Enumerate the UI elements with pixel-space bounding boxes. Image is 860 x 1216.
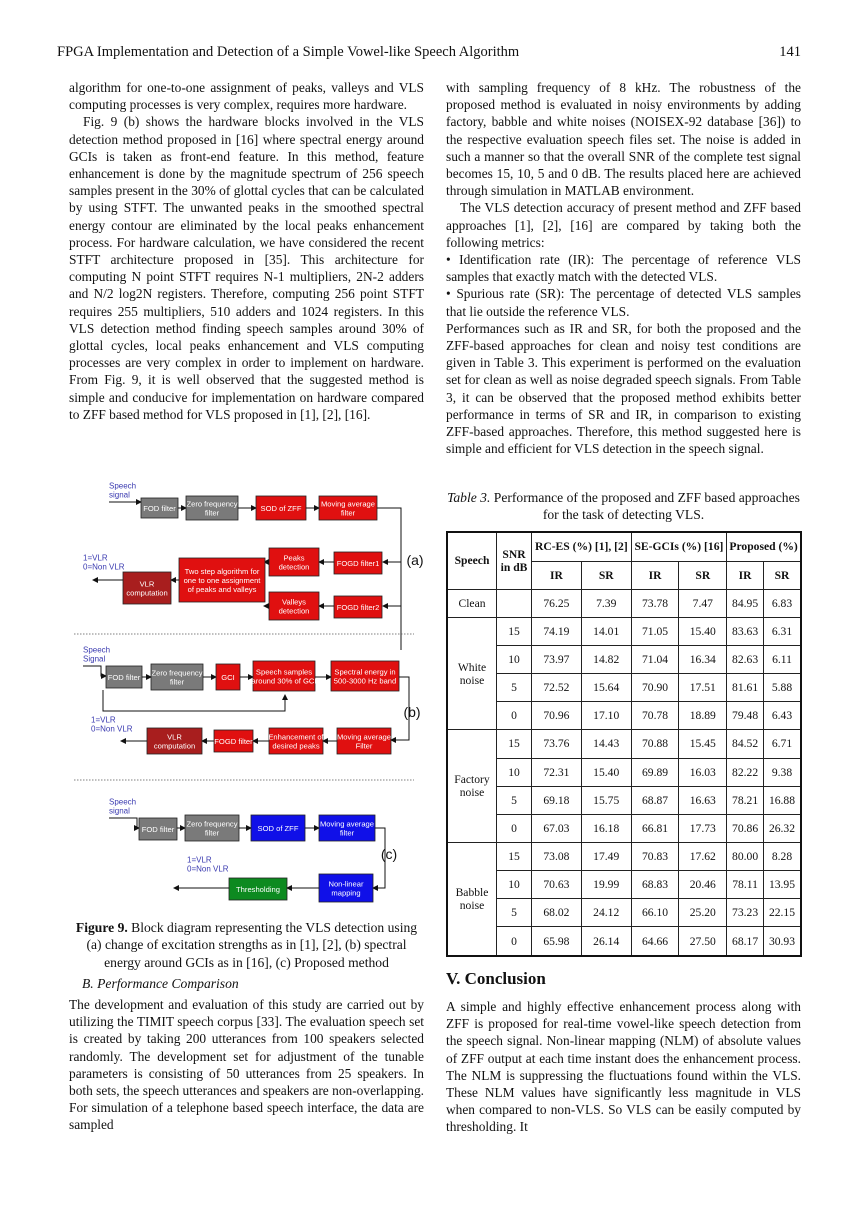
block-label: GCI [221,673,235,682]
block-label: FOD filter [141,825,175,834]
value-cell: 72.31 [532,758,582,786]
block-label: SOD of ZFF [257,824,299,833]
value-cell: 6.71 [763,730,801,758]
block-label: around 30% of GCI [251,676,317,686]
signal-label: 1=VLR [91,715,116,725]
value-cell: 15.40 [679,617,727,645]
value-cell: 26.14 [581,927,631,956]
block-label: filter [169,677,185,687]
paragraph: Fig. 9 (b) shows the hardware blocks involved in the VLS detection method proposed in [16] where spectral energy around GCIs is taken as front-end feature. In this method, feature enhancement is done by the magnitude spectrum of 256 speech samples present in the 30% of glottal cycles that can be calculated by using STFT. The unwanted peaks in the smoothed spectral energy contour are eliminated by the local peaks enhancement process. For hardware calculation, we have considered the recent STFT architecture proposed in [35]. This architecture for computing N point STFT requires N-1 multipliers, 2N-2 adders and N/2 log2N registers. Therefore, computing 256 point STFT requires 255 multipliers, 510 adders and 1024 registers. In this VLS detection method finding speech samples around 30% of glottal cycles, local peaks enhancement and VLS computing processes are very complex in order to implement on hardware. From Fig. 9, it is well observed that the suggested method is simple and conducive for implementation on hardware compared to ZFF based method for VLS proposed in [1], [2], [16]. [69,114,424,422]
block-label: Non-linear [328,879,364,889]
subfigure-tag: (c) [380,846,398,862]
value-cell: 78.11 [727,871,764,899]
table-caption [446,489,801,524]
header-ir: IR [631,561,679,589]
snr-cell: 5 [497,674,532,702]
paragraph: with sampling frequency of 8 kHz. The robustness of the proposed method is evaluated in noisy environments by adding factory, babble and white noises (NOISEX-92 database [36]) to the respective evaluation speech files set. The noise is added in such a manner so that the overall SNR of the complete test signal becomes 15, 10, 5 and 0 dB. The results placed here are achieved through simulation in MATLAB environment. [446,80,801,199]
value-cell: 84.52 [727,730,764,758]
signal-label: 0=Non VLR [187,864,229,874]
value-cell: 82.63 [727,646,764,674]
block-label: Moving average [320,499,376,509]
table-row [447,814,801,842]
block-label: Zero frequency [151,668,203,678]
speech-condition-cell: Babble noise [447,842,497,956]
block-label: Spectral energy in [334,667,396,677]
block-label: Filter [355,741,373,751]
value-cell: 73.78 [631,589,679,617]
connector-line [377,508,401,650]
value-cell: 67.03 [532,814,582,842]
header-ir: IR [727,561,764,589]
value-cell: 19.99 [581,871,631,899]
value-cell: 17.10 [581,702,631,730]
signal-label: 0=Non VLR [83,562,125,572]
block-label: filter [340,508,356,518]
value-cell: 15.64 [581,674,631,702]
value-cell: 73.08 [532,842,582,870]
subsection-heading: B. Performance Comparison [82,976,239,991]
value-cell: 74.19 [532,617,582,645]
block-label: Enhancement of [268,732,324,742]
block-label: FOGD filter1 [336,559,380,568]
block-label: computation [126,588,168,598]
value-cell: 7.39 [581,589,631,617]
block-label: FOGD filter2 [336,603,380,612]
paragraph: • Spurious rate (SR): The percentage of detected VLS samples that lie outside the reference VLS. [446,286,801,319]
signal-label: Speech [109,481,137,491]
snr-cell: 0 [497,702,532,730]
value-cell: 65.98 [532,927,582,956]
block-label: Speech samples [255,667,313,677]
table-row [447,617,801,645]
connector-line [103,690,285,711]
snr-cell [497,589,532,617]
value-cell: 5.88 [763,674,801,702]
value-cell: 16.88 [763,786,801,814]
header-sr: SR [679,561,727,589]
results-table [446,531,802,957]
snr-cell: 0 [497,814,532,842]
value-cell: 7.47 [679,589,727,617]
value-cell: 79.48 [727,702,764,730]
block-label: VLR [167,732,182,742]
value-cell: 25.20 [679,899,727,927]
paragraph: The VLS detection accuracy of present method and ZFF based approaches [1], [2], [16] are compared by taking both the following metrics: [446,200,801,250]
speech-condition-cell: Clean [447,589,497,617]
value-cell: 71.05 [631,617,679,645]
value-cell: 66.81 [631,814,679,842]
block-label: FOD filter [107,673,141,682]
block-label: filter [204,828,220,838]
value-cell: 30.93 [763,927,801,956]
paragraph: Performances such as IR and SR, for both the proposed and the ZFF-based approaches for clean and noisy test conditions are given in Table 3. This experiment is performed on the evaluation set for clean as well as noise degraded speech signals. From Table 3, it can be observed that the proposed method exhibits better performance in terms of SR and IR, in comparison to existing ZFF-based approaches. Therefore, this method suggested here is simple and efficient for VLS detection in the speech signal. [446,320,801,457]
value-cell: 80.00 [727,842,764,870]
signal-label: Speech [83,645,111,655]
value-cell: 73.97 [532,646,582,674]
header-snr: SNR in dB [497,532,532,589]
table-caption-text: Performance of the proposed and ZFF based approaches for the task of detecting VLS. [490,490,800,523]
value-cell: 70.78 [631,702,679,730]
table-row [447,674,801,702]
value-cell: 70.88 [631,730,679,758]
value-cell: 68.02 [532,899,582,927]
signal-label: 1=VLR [83,553,108,563]
value-cell: 16.34 [679,646,727,674]
paragraph: A simple and highly effective enhancement process along with ZFF is proposed for real-time vowel-like speech detection from the speech signal. Non-linear mapping (NLM) of absolute values of ZFF output at each time instant does the enhancement process. The NLM is suppressing the fluctuations found within the VLS. These NLM values have significantly less magnitude in VLS when compared to non-VLS. So VLS can be easily computed by thresholding. It [446,999,801,1135]
value-cell: 66.10 [631,899,679,927]
block-label: mapping [331,888,361,898]
value-cell: 69.18 [532,786,582,814]
value-cell: 73.23 [727,899,764,927]
block-label: Zero frequency [186,499,238,509]
table-row [447,758,801,786]
table-header-row [447,532,801,561]
block-label: FOGD filter [214,737,253,746]
value-cell: 14.01 [581,617,631,645]
value-cell: 70.83 [631,842,679,870]
block-label: FOD filter [143,504,176,513]
paragraph: algorithm for one-to-one assignment of peaks, valleys and VLS computing processes is very complex, requires more hardware. [69,80,424,113]
value-cell: 64.66 [631,927,679,956]
table-row [447,702,801,730]
table-row [447,730,801,758]
speech-condition-cell: White noise [447,617,497,730]
snr-cell: 0 [497,927,532,956]
header-proposed: Proposed (%) [727,532,801,561]
value-cell: 6.43 [763,702,801,730]
value-cell: 13.95 [763,871,801,899]
value-cell: 78.21 [727,786,764,814]
value-cell: 76.25 [532,589,582,617]
figure-9-block-diagram [69,478,424,918]
section-heading: V. Conclusion [446,969,546,988]
signal-label: Speech [109,797,137,807]
block-label: computation [153,741,196,751]
subfigure-tag: (a) [406,552,424,568]
signal-label: 1=VLR [187,855,212,865]
value-cell: 16.03 [679,758,727,786]
block-label: Two step algorithm for [184,567,260,576]
value-cell: 22.15 [763,899,801,927]
block-label: one to one assignment [183,576,261,585]
value-cell: 15.75 [581,786,631,814]
connector-line [109,818,139,828]
header-se-gcis: SE-GCIs (%) [16] [631,532,727,561]
value-cell: 17.73 [679,814,727,842]
block-label: Moving average [319,819,375,829]
block-label: filter [204,508,220,518]
block-label: Valleys [282,597,306,607]
value-cell: 16.63 [679,786,727,814]
value-cell: 69.89 [631,758,679,786]
snr-cell: 5 [497,786,532,814]
table-row [447,927,801,956]
paragraph: • Identification rate (IR): The percentage of reference VLS samples that exactly match with the detected VLS. [446,252,801,285]
value-cell: 70.63 [532,871,582,899]
figure-label: Figure 9. [75,920,128,935]
value-cell: 68.87 [631,786,679,814]
value-cell: 27.50 [679,927,727,956]
speech-condition-cell: Factory noise [447,730,497,843]
value-cell: 17.62 [679,842,727,870]
block-diagram-svg [69,478,424,918]
left-column-bottom [69,996,424,1134]
value-cell: 15.45 [679,730,727,758]
signal-label: signal [109,806,130,816]
table-row [447,899,801,927]
value-cell: 24.12 [581,899,631,927]
value-cell: 6.31 [763,617,801,645]
value-cell: 73.76 [532,730,582,758]
block-label: 500-3000 Hz band [333,676,397,686]
value-cell: 20.46 [679,871,727,899]
signal-label: signal [109,490,130,500]
snr-cell: 10 [497,646,532,674]
connector-line [83,666,106,676]
snr-cell: 10 [497,871,532,899]
value-cell: 17.51 [679,674,727,702]
block-label: VLR [139,579,155,589]
subfigure-tag: (b) [403,704,421,720]
value-cell: 70.90 [631,674,679,702]
value-cell: 84.95 [727,589,764,617]
value-cell: 16.18 [581,814,631,842]
header-rc-es: RC-ES (%) [1], [2] [532,532,632,561]
value-cell: 14.82 [581,646,631,674]
table-row [447,842,801,870]
block-label: SOD of ZFF [260,504,302,513]
value-cell: 6.83 [763,589,801,617]
value-cell: 8.28 [763,842,801,870]
snr-cell: 15 [497,842,532,870]
header-ir: IR [532,561,582,589]
table-label: Table 3. [447,490,491,505]
value-cell: 72.52 [532,674,582,702]
value-cell: 14.43 [581,730,631,758]
paragraph: The development and evaluation of this study are carried out by utilizing the TIMIT speech corpus [33]. The evaluation speech set is created by taking 200 utterances from 100 speakers selected randomly. The development set for adjustment of the tunable parameters is consisting of 50 utterances from 25 speakers. In both sets, the speech utterances and speakers are non-overlapping. For simulation of a telephone based speech interface, the data are sampled [69,997,424,1133]
value-cell: 9.38 [763,758,801,786]
left-column-top [69,79,424,423]
value-cell: 6.11 [763,646,801,674]
header-speech: Speech [447,532,497,589]
block-label: of peaks and valleys [187,585,257,594]
table-row [447,646,801,674]
value-cell: 70.96 [532,702,582,730]
header-sr: SR [763,561,801,589]
value-cell: 17.49 [581,842,631,870]
value-cell: 82.22 [727,758,764,786]
table-row [447,871,801,899]
table-row [447,589,801,617]
block-label: desired peaks [272,741,320,751]
block-label: Peaks [283,553,305,563]
value-cell: 26.32 [763,814,801,842]
block-label: detection [278,562,310,572]
right-column-bottom [446,998,801,1136]
table-row [447,786,801,814]
value-cell: 71.04 [631,646,679,674]
page-number: 141 [779,44,801,60]
block-label: Moving average [336,732,392,742]
signal-label: Signal [83,654,106,664]
running-header-title: FPGA Implementation and Detection of a Simple Vowel-like Speech Algorithm [57,44,520,60]
block-label: filter [339,828,355,838]
figure-caption [69,919,424,971]
snr-cell: 15 [497,617,532,645]
block-label: detection [278,606,310,616]
figure-caption-text: Block diagram representing the VLS detection using (a) change of excitation strengths as in [1], [2], (b) spectral energy around GCIs as in [16], (c) Proposed method [86,920,418,970]
signal-label: 0=Non VLR [91,724,133,734]
right-column-top [446,79,801,457]
value-cell: 83.63 [727,617,764,645]
value-cell: 68.17 [727,927,764,956]
value-cell: 81.61 [727,674,764,702]
snr-cell: 5 [497,899,532,927]
value-cell: 68.83 [631,871,679,899]
block-label: Thresholding [236,885,280,894]
block-label: Zero frequency [186,819,238,829]
header-sr: SR [581,561,631,589]
snr-cell: 15 [497,730,532,758]
snr-cell: 10 [497,758,532,786]
value-cell: 70.86 [727,814,764,842]
value-cell: 18.89 [679,702,727,730]
value-cell: 15.40 [581,758,631,786]
